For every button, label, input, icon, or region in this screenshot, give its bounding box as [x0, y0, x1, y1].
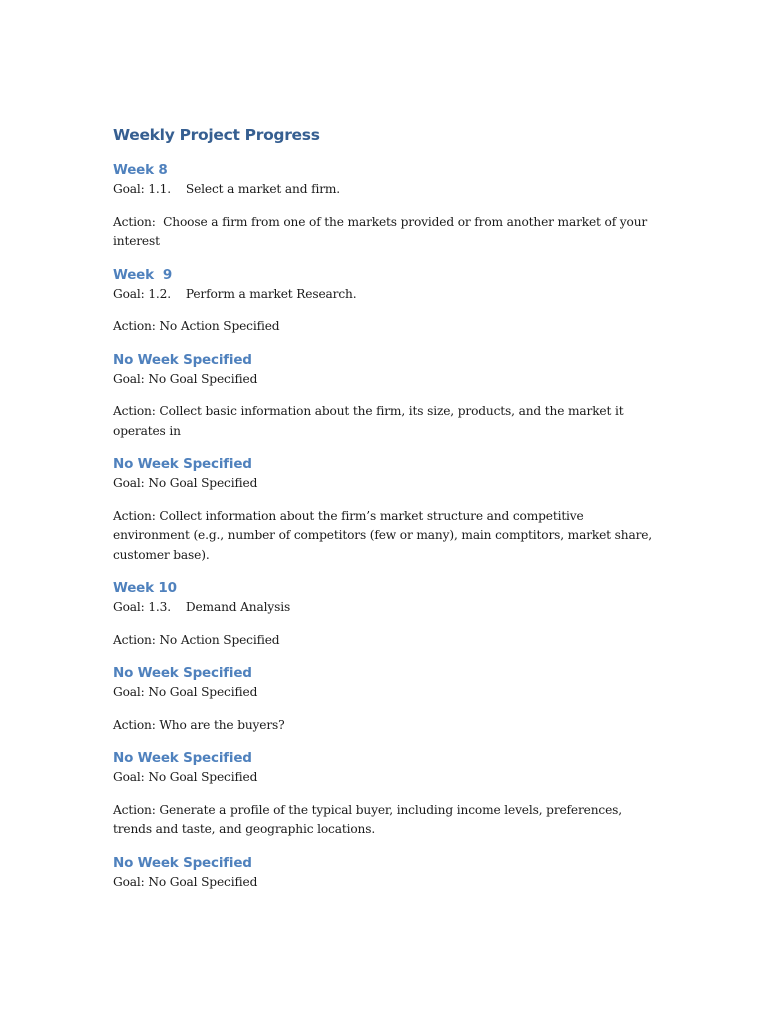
week-section — [113, 160, 658, 265]
week-heading: No Week Specified — [113, 750, 252, 766]
document-title: Weekly Project Progress — [113, 126, 320, 144]
goal-text: Goal: No Goal Specified — [113, 476, 258, 490]
goal-text: Goal: No Goal Specified — [113, 874, 258, 889]
week-section — [113, 853, 658, 893]
action-text: Action: Who are the buyers? — [113, 717, 285, 732]
goal-text: Goal: No Goal Specified — [113, 685, 258, 699]
action-text: Action: Generate a profile of the typical buyer, including income levels, preferences, trends and taste, and geographic locations. — [113, 802, 626, 836]
goal-text: Goal: 1.1. Select a market and firm. — [113, 182, 341, 196]
week-heading: Week 10 — [113, 580, 177, 596]
week-section — [113, 663, 658, 748]
week-section — [113, 578, 658, 663]
week-heading: No Week Specified — [113, 456, 252, 472]
action-text: Action: No Action Specified — [113, 632, 280, 647]
goal-text: Goal: 1.2. Perform a market Research. — [113, 286, 357, 301]
goal-text: Goal: No Goal Specified — [113, 371, 258, 386]
week-section — [113, 454, 658, 578]
action-text: Action: No Action Specified — [113, 319, 280, 333]
week-heading: No Week Specified — [113, 351, 252, 368]
week-section — [113, 350, 658, 455]
goal-text: Goal: 1.3. Demand Analysis — [113, 600, 291, 614]
goal-text: Goal: No Goal Specified — [113, 770, 258, 784]
week-heading: No Week Specified — [113, 854, 252, 871]
week-section — [113, 748, 658, 853]
week-heading: Week 9 — [113, 266, 173, 283]
action-text: Action: Collect information about the firm’s market structure and competitive environment (e.g., number of competitors (few or many), main comptitors, market share, customer base). — [113, 508, 656, 562]
document-content — [113, 124, 658, 892]
week-heading: No Week Specified — [113, 665, 252, 681]
week-heading: Week 8 — [113, 162, 168, 178]
action-text: Action: Collect basic information about the firm, its size, products, and the market it operates in — [113, 404, 628, 438]
week-section — [113, 265, 658, 350]
action-text: Action: Choose a firm from one of the markets provided or from another market of your interest — [113, 214, 651, 248]
